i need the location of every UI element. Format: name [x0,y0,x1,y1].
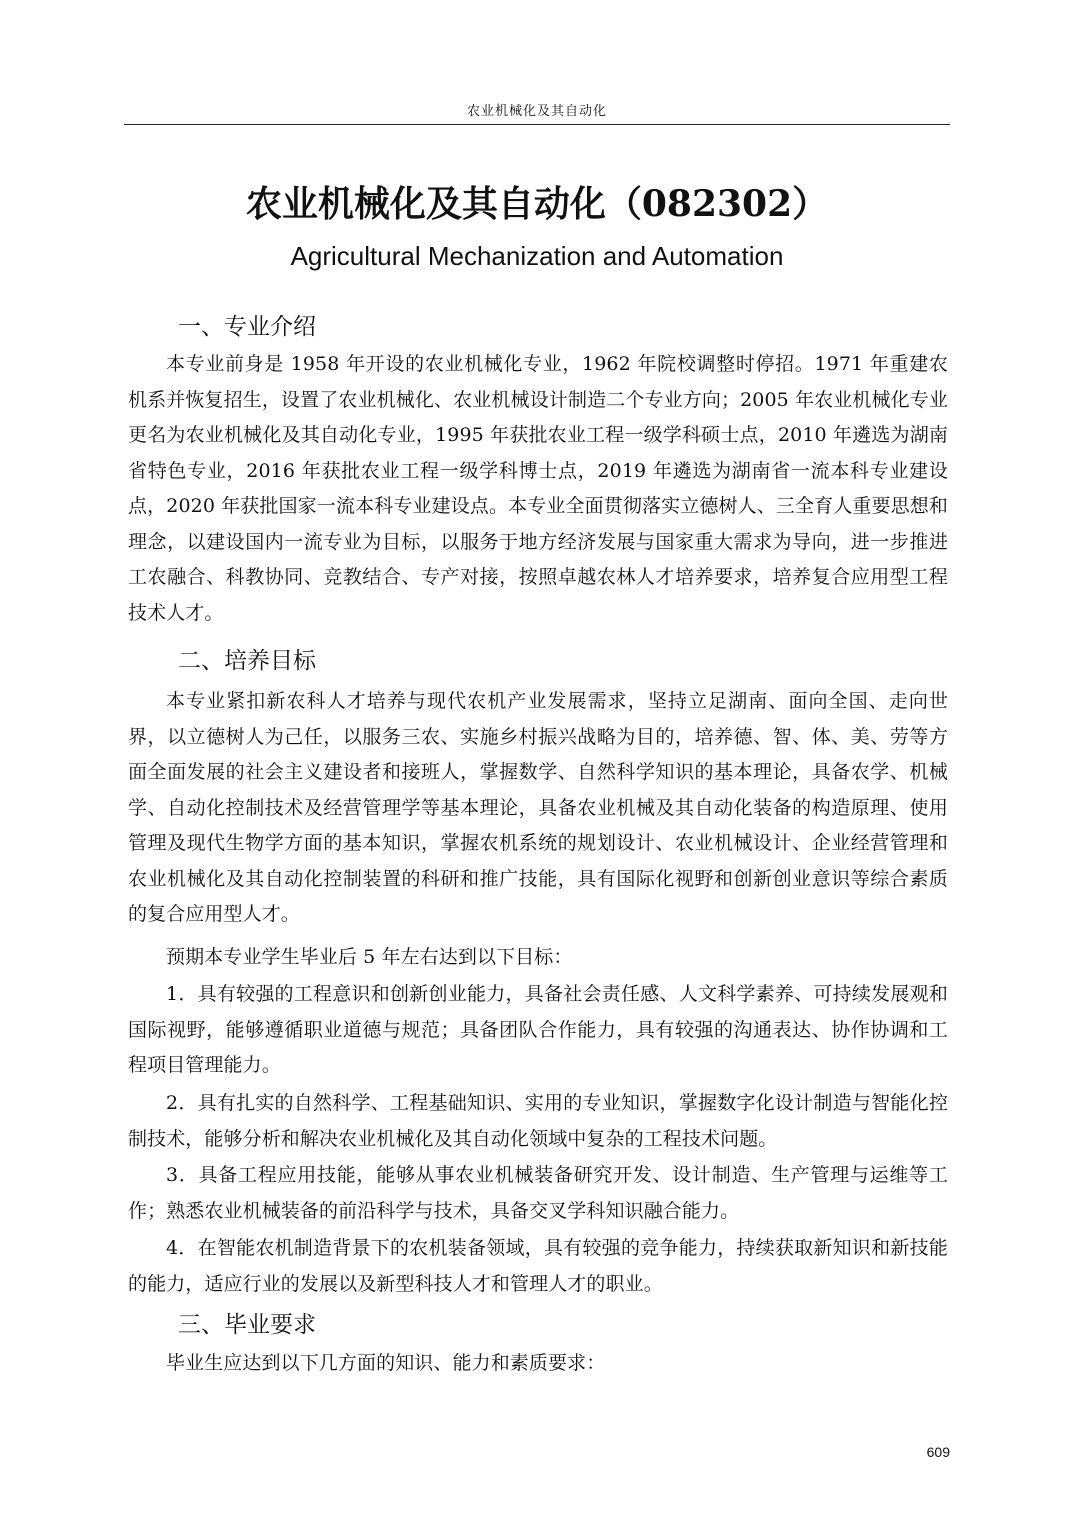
objective-item-4: 4．在智能农机制造背景下的农机装备领域，具有较强的竞争能力，持续获取新知识和新技能的能力，适应行业的发展以及新型科技人才和管理人才的职业。 [128,1237,948,1295]
objective-item-1: 1．具有较强的工程意识和创新创业能力，具备社会责任感、人文科学素养、可持续发展观和国际视野，能够遵循职业道德与规范；具备团队合作能力，具有较强的沟通表达、协作协调和工程项目管理能力。 [128,983,948,1076]
section-heading-objectives: 二、培养目标 [178,648,316,674]
graduation-requirements-intro: 毕业生应达到以下几方面的知识、能力和素质要求： [166,1352,606,1374]
objectives-paragraph: 本专业紧扣新农科人才培养与现代农机产业发展需求，坚持立足湖南、面向全国、走向世界，以立德树人为己任，以服务三农、实施乡村振兴战略为目的，培养德、智、体、美、劳等方面全面发展的社会主义建设者和接班人，掌握数学、自然科学知识的基本理论，具备农学、机械学、自动化控制技术及经营管理学等基本理论，具备农业机械及其自动化装备的构造原理、使用管理及现代生物学方面的基本知识，掌握农机系统的规划设计、农业机械设计、企业经营管理和农业机械化及其自动化控制装置的科研和推广技能，具有国际化视野和创新创业意识等综合素质的复合应用型人才。 [128,690,948,925]
objective-item-3: 3．具备工程应用技能，能够从事农业机械装备研究开发、设计制造、生产管理与运维等工作；熟悉农业机械装备的前沿科学与技术，具备交叉学科知识融合能力。 [128,1164,948,1222]
page-title: 农业机械化及其自动化（082302） [245,183,829,225]
section-heading-introduction: 一、专业介绍 [178,314,316,340]
objective-item-2: 2．具有扎实的自然科学、工程基础知识、实用的专业知识，掌握数字化设计制造与智能化控制技术，能够分析和解决农业机械化及其自动化领域中复杂的工程技术问题。 [128,1092,948,1150]
page-subtitle-english: Agricultural Mechanization and Automation [290,241,784,271]
section-heading-graduation-requirements: 三、毕业要求 [178,1312,316,1338]
objectives-intro-line: 预期本专业学生毕业后 5 年左右达到以下目标： [166,946,573,968]
page-number: 609 [926,1444,950,1460]
introduction-paragraph: 本专业前身是 1958 年开设的农业机械化专业，1962 年院校调整时停招。1971 年重建农机系并恢复招生，设置了农业机械化、农业机械设计制造二个专业方向；2005 年农业机械化专业更名为农业机械化及其自动化专业，1995 年获批农业工程一级学科硕士点，2010 年遴选为湖南省特色专业，2016 年获批农业工程一级学科博士点，2019 年遴选为湖南省一流本科专业建设点，2020 年获批国家一流本科专业建设点。本专业全面贯彻落实立德树人、三全育人重要思想和理念，以建设国内一流专业为目标，以服务于地方经济发展与国家重大需求为导向，进一步推进工农融合、科教协同、竞教结合、专产对接，按照卓越农林人才培养要求，培养复合应用型工程技术人才。 [128,353,948,624]
running-header: 农业机械化及其自动化 [124,100,950,125]
